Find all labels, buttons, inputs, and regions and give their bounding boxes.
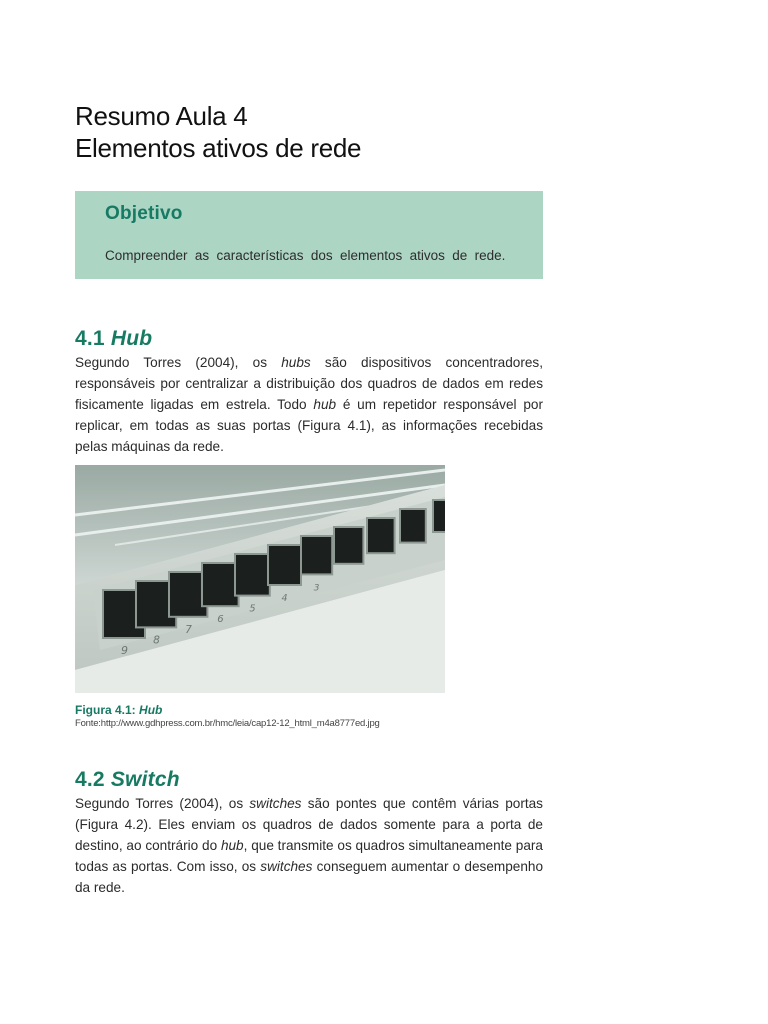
title-line-1: Resumo Aula 4 (75, 101, 248, 131)
port-number-label: 7 (185, 623, 192, 636)
hub-paragraph (75, 352, 543, 457)
hub-port (367, 518, 395, 553)
switch-paragraph-run: conseguem aumentar o desempenho da rede. (75, 859, 544, 895)
port-number-label: 9 (121, 644, 128, 657)
hub-port (301, 536, 332, 574)
title-line-2: Elementos ativos de rede (75, 133, 362, 163)
hub-photo-image (75, 465, 445, 693)
objective-heading: Objetivo (105, 203, 183, 224)
switch-paragraph-run: são pontes que contêm várias portas (Figura 4.2). Eles enviam os quadros de dados somente para a porta de destino, ao contrário do (75, 796, 543, 853)
hub-port (235, 554, 270, 596)
hub-photo (75, 465, 445, 693)
port-number-label: 4 (281, 593, 288, 604)
section-heading-switch (75, 768, 180, 792)
hub-port (400, 509, 426, 543)
section-number: 4.1 (75, 327, 105, 350)
hub-port (433, 500, 445, 532)
switch-paragraph-run: , que transmite os quadros simultaneamente para todas as portas. Com isso, os (75, 838, 543, 874)
hub-paragraph-run: são dispositivos concentradores, responsáveis por centralizar a distribuição dos quadros de dados em redes fisicamente ligadas em estrela. Todo (75, 355, 543, 412)
objective-text: Compreender as características dos elementos ativos de rede. (105, 248, 506, 263)
switch-paragraph-run: hub (220, 838, 244, 853)
hub-port (268, 545, 301, 585)
port-number-label: 3 (313, 582, 320, 594)
port-number-label: 6 (217, 614, 224, 626)
hub-paragraph-run: Segundo Torres (2004), os (75, 355, 282, 370)
section-heading-hub (75, 327, 152, 351)
switch-paragraph-run: Segundo Torres (2004), os (75, 796, 250, 811)
hub-paragraph-run: é um repetidor responsável por replicar, em todas as suas portas (Figura 4.1), as informações recebidas pelas máquinas da rede. (75, 397, 543, 454)
objective-box (75, 191, 543, 279)
figure-source: Fonte:http://www.gdhpress.com.br/hmc/leia/cap12-12_html_m4a8777ed.jpg (75, 718, 380, 729)
section-title: Hub (110, 327, 153, 350)
caption-label: Figura 4.1: (75, 703, 136, 717)
hub-port (334, 527, 363, 564)
switch-paragraph (75, 793, 543, 898)
page-title (75, 100, 555, 164)
port-number-label: 8 (153, 633, 160, 647)
caption-title: Hub (139, 703, 163, 717)
hub-paragraph-run: hubs (281, 355, 311, 370)
hub-port (202, 563, 239, 606)
section-title: Switch (110, 768, 180, 791)
hub-paragraph-run: hub (313, 397, 337, 412)
port-number-label: 5 (249, 603, 256, 615)
figure-caption (75, 703, 162, 717)
section-number: 4.2 (75, 768, 105, 791)
switch-paragraph-run: switches (249, 796, 302, 811)
switch-paragraph-run: switches (260, 859, 313, 874)
